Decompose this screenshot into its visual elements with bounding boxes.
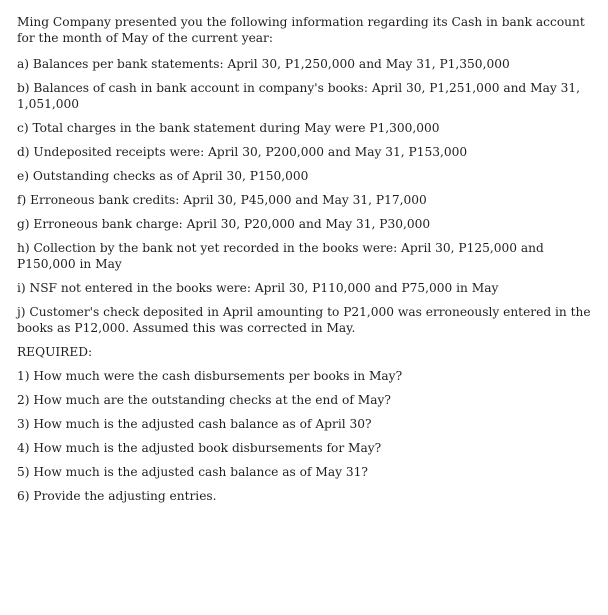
list-item: b) Balances of cash in bank account in company's books: April 30, P1,251,000 and May 31, 1,051,000 xyxy=(17,81,580,111)
list-item: e) Outstanding checks as of April 30, P150,000 xyxy=(17,169,309,183)
intro-paragraph: Ming Company presented you the following information regarding its Cash in bank account for the month of May of the current year: xyxy=(17,15,585,45)
list-item: a) Balances per bank statements: April 30, P1,250,000 and May 31, P1,350,000 xyxy=(17,57,510,71)
list-item: h) Collection by the bank not yet recorded in the books were: April 30, P125,000 and P150,000 in May xyxy=(17,241,544,271)
list-item: g) Erroneous bank charge: April 30, P20,000 and May 31, P30,000 xyxy=(17,217,431,231)
list-item: c) Total charges in the bank statement during May were P1,300,000 xyxy=(17,121,440,135)
list-item: d) Undeposited receipts were: April 30, P200,000 and May 31, P153,000 xyxy=(17,145,468,159)
questions-list xyxy=(17,368,598,504)
given-information-list xyxy=(17,56,598,336)
question-item: 4) How much is the adjusted book disbursements for May? xyxy=(17,441,382,455)
list-item: i) NSF not entered in the books were: April 30, P110,000 and P75,000 in May xyxy=(17,281,499,295)
question-item: 3) How much is the adjusted cash balance as of April 30? xyxy=(17,417,372,431)
question-item: 2) How much are the outstanding checks at the end of May? xyxy=(17,393,391,407)
list-item: f) Erroneous bank credits: April 30, P45,000 and May 31, P17,000 xyxy=(17,193,427,207)
required-heading: REQUIRED: xyxy=(17,345,93,359)
list-item: j) Customer's check deposited in April amounting to P21,000 was erroneously entered in the books as P12,000. Assumed this was corrected in May. xyxy=(17,305,591,335)
question-item: 5) How much is the adjusted cash balance as of May 31? xyxy=(17,465,368,479)
question-item: 6) Provide the adjusting entries. xyxy=(17,489,217,503)
question-item: 1) How much were the cash disbursements per books in May? xyxy=(17,369,403,383)
